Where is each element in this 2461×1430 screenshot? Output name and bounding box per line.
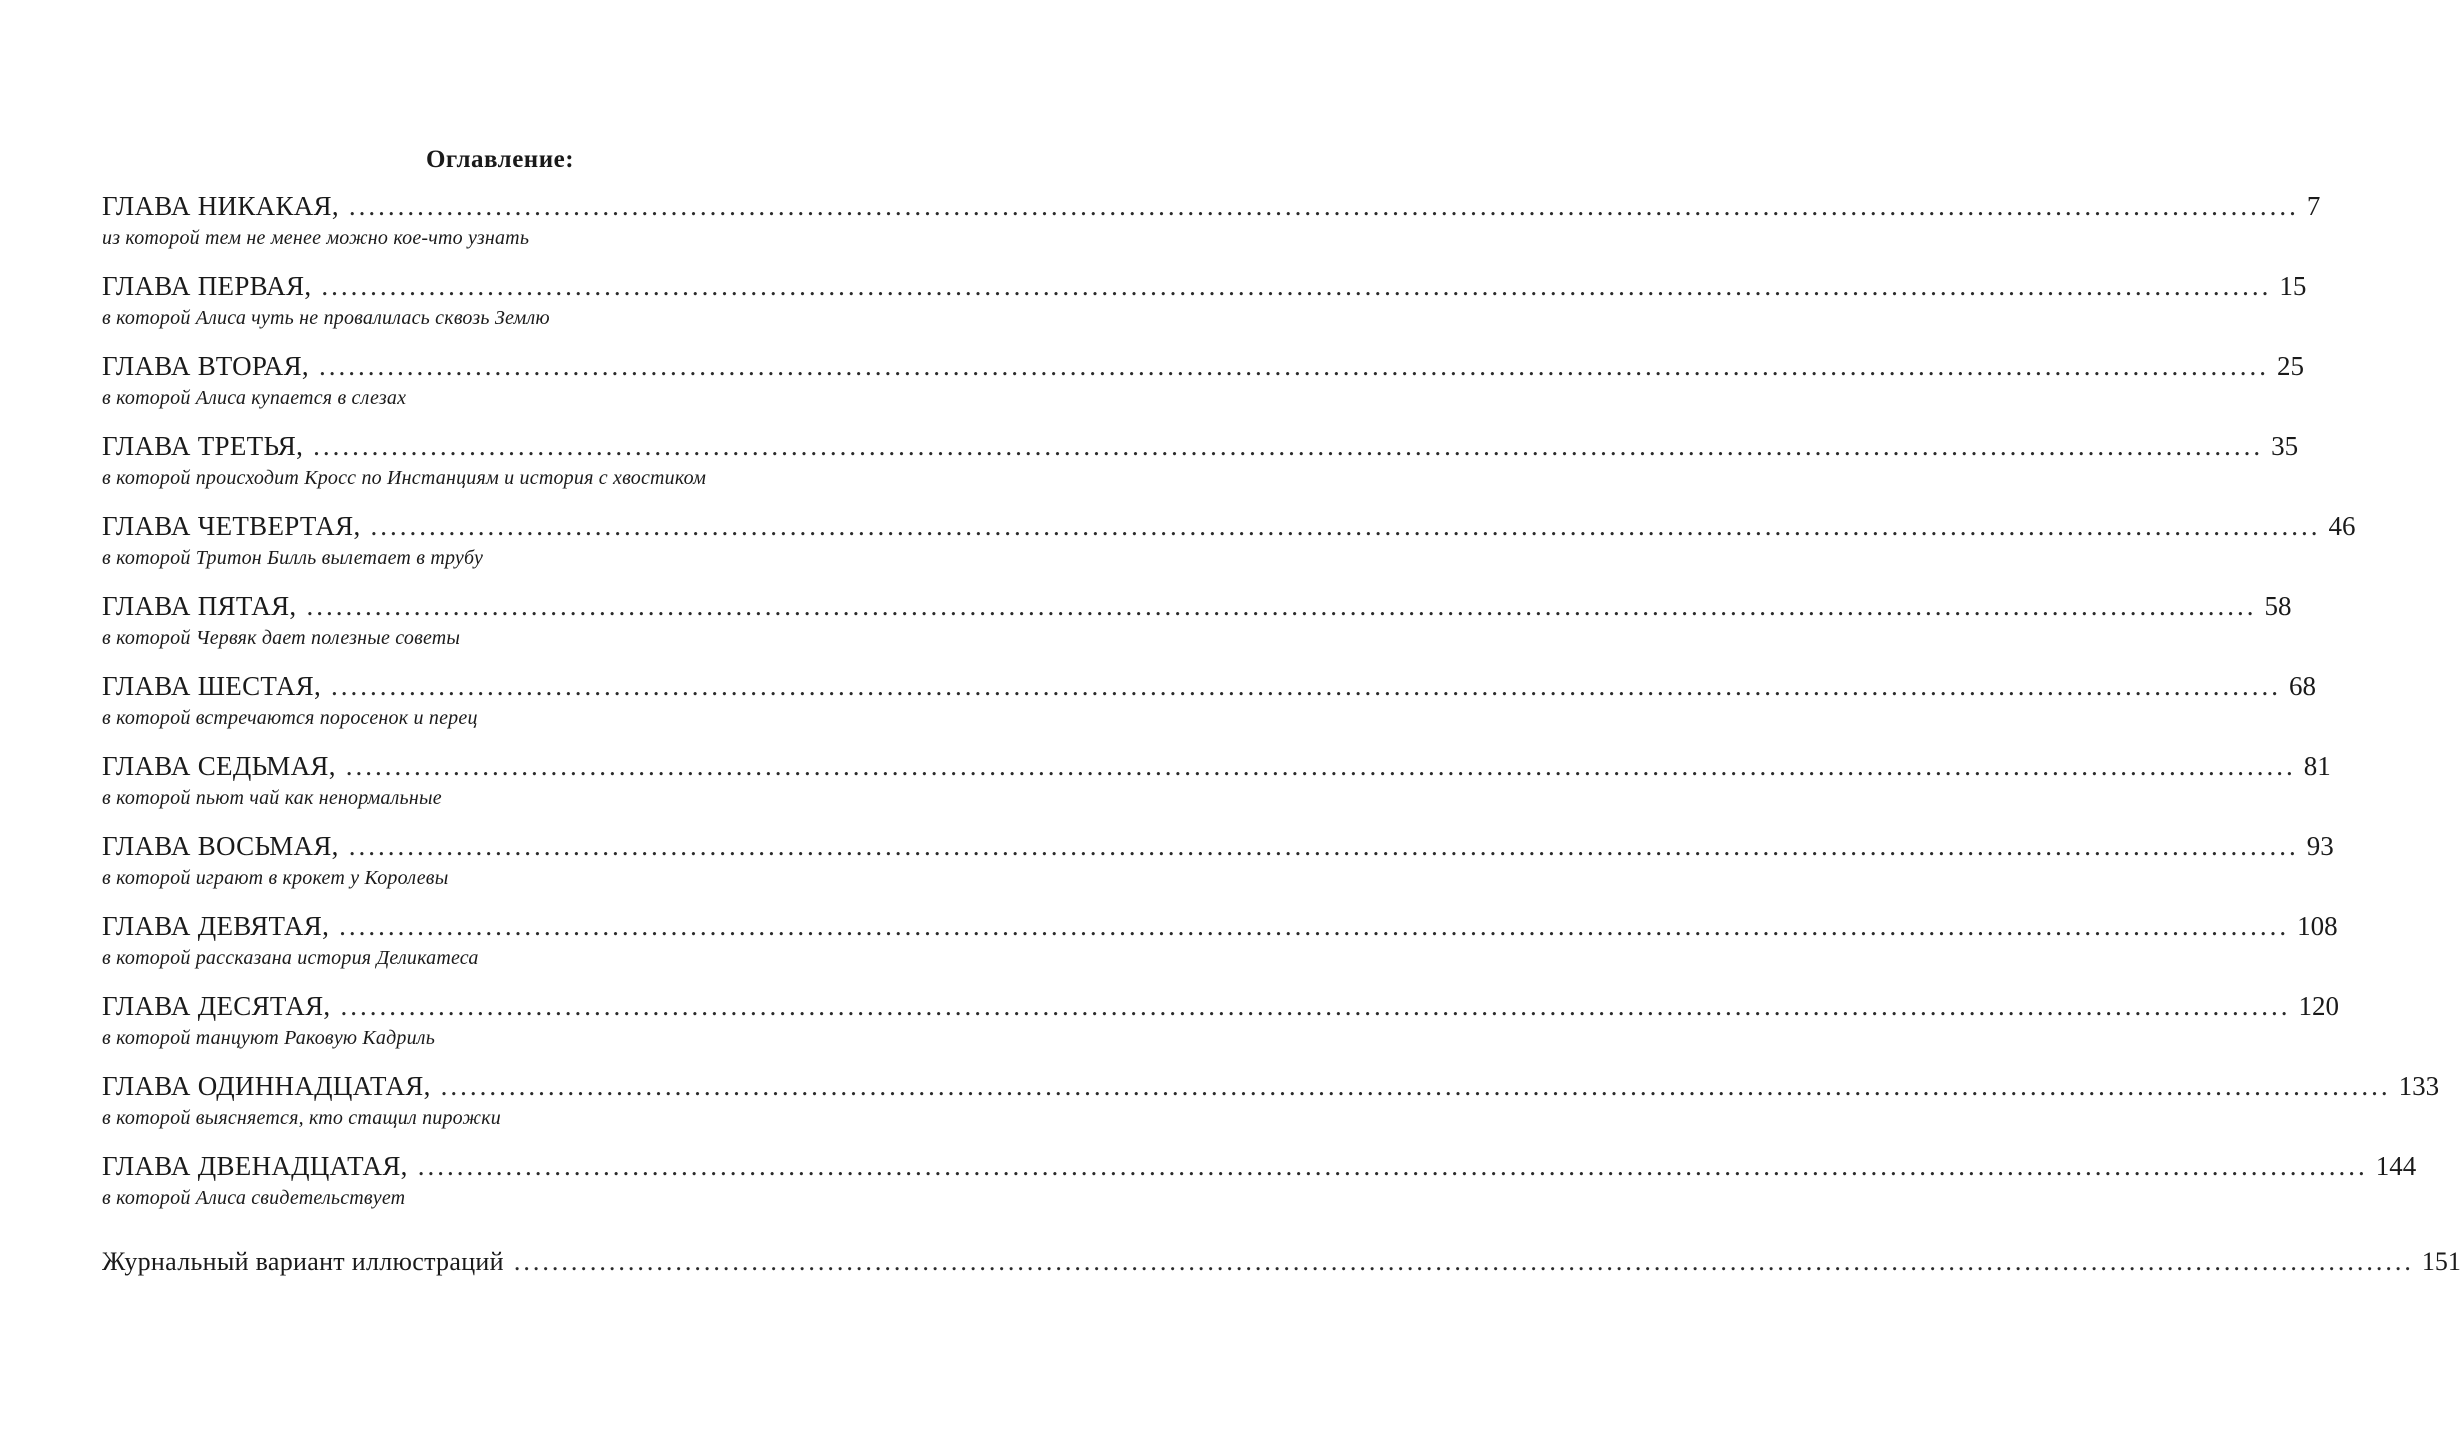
dot-leader: ........................................................................................................................................................................................................ — [340, 991, 2291, 1021]
dot-leader: ........................................................................................................................................................................................................ — [513, 1247, 2414, 1276]
chapter-title: ГЛАВА ТРЕТЬЯ, — [102, 431, 304, 461]
toc-entry[interactable] — [102, 266, 2307, 346]
page-number: 58 — [2264, 591, 2292, 621]
toc-entry[interactable] — [102, 906, 2338, 986]
page-number: 35 — [2271, 431, 2299, 461]
page-number: 15 — [2279, 271, 2307, 301]
toc-entry-line — [102, 746, 2331, 786]
dot-leader: ........................................................................................................................................................................................................ — [370, 511, 2321, 541]
chapter-title: ГЛАВА ДЕСЯТАЯ, — [102, 991, 331, 1021]
toc-entry[interactable] — [102, 426, 2299, 506]
chapter-title: ГЛАВА ПЕРВАЯ, — [102, 271, 312, 301]
toc-entry[interactable] — [102, 1146, 2417, 1226]
toc-entry-line — [102, 906, 2338, 946]
page-number: 108 — [2297, 911, 2338, 941]
page-number: 46 — [2328, 511, 2356, 541]
toc-entry-illustrations[interactable] — [102, 1242, 2461, 1282]
toc-entry[interactable] — [102, 506, 2356, 586]
chapter-subtitle: в которой пьют чай как ненормальные — [102, 787, 442, 809]
toc-list — [102, 186, 2440, 1226]
toc-entry[interactable] — [102, 1066, 2440, 1146]
chapter-title: ГЛАВА СЕДЬМАЯ, — [102, 751, 336, 781]
toc-entry-line — [102, 586, 2292, 626]
page-number: 25 — [2276, 351, 2304, 381]
dot-leader: ........................................................................................................................................................................................................ — [348, 831, 2299, 861]
chapter-subtitle: в которой танцуют Раковую Кадриль — [102, 1027, 436, 1049]
page-number: 93 — [2306, 831, 2334, 861]
chapter-title: ГЛАВА НИКАКАЯ, — [102, 191, 339, 221]
dot-leader: ........................................................................................................................................................................................................ — [321, 271, 2272, 301]
chapter-subtitle: в которой играют в крокет у Королевы — [102, 867, 449, 889]
toc-entry-line — [102, 1242, 2461, 1282]
page-number: 120 — [2298, 991, 2339, 1021]
toc-entry[interactable] — [102, 186, 2321, 266]
toc-entry-line — [102, 426, 2299, 466]
toc-entry[interactable] — [102, 986, 2339, 1066]
toc-entry-line — [102, 1146, 2417, 1186]
chapter-title: ГЛАВА ЧЕТВЕРТАЯ, — [102, 511, 361, 541]
toc-entry[interactable] — [102, 586, 2292, 666]
toc-entry[interactable] — [102, 666, 2316, 746]
toc-entry-line — [102, 346, 2304, 386]
page-number: 151 — [2421, 1247, 2461, 1276]
toc-entry-line — [102, 666, 2316, 706]
toc-entry-line — [102, 826, 2334, 866]
toc-heading: Оглавление: — [425, 146, 575, 173]
dot-leader: ........................................................................................................................................................................................................ — [313, 431, 2264, 461]
chapter-title: ГЛАВА ДВЕНАДЦАТАЯ, — [102, 1151, 408, 1181]
chapter-subtitle: в которой Червяк дает полезные советы — [102, 627, 461, 649]
dot-leader: ........................................................................................................................................................................................................ — [339, 911, 2290, 941]
chapter-subtitle: в которой происходит Кросс по Инстанциям и история с хвостиком — [102, 467, 707, 489]
chapter-subtitle: в которой Алиса чуть не провалилась сквозь Землю — [102, 307, 550, 329]
chapter-title: ГЛАВА ПЯТАЯ, — [102, 591, 297, 621]
chapter-title: ГЛАВА ВОСЬМАЯ, — [102, 831, 339, 861]
dot-leader: ........................................................................................................................................................................................................ — [331, 671, 2281, 701]
toc-entry[interactable] — [102, 746, 2331, 826]
chapter-title: ГЛАВА ОДИННАДЦАТАЯ, — [102, 1071, 431, 1101]
dot-leader: ........................................................................................................................................................................................................ — [318, 351, 2269, 381]
chapter-subtitle: в которой Тритон Билль вылетает в трубу — [102, 547, 484, 569]
page-number: 81 — [2303, 751, 2331, 781]
section-title: Журнальный вариант иллюстраций — [102, 1247, 504, 1276]
chapter-subtitle: из которой тем не менее можно кое-что узнать — [102, 227, 530, 249]
page-number: 133 — [2398, 1071, 2440, 1101]
chapter-subtitle: в которой выясняется, кто стащил пирожки — [102, 1107, 501, 1129]
chapter-subtitle: в которой встречаются поросенок и перец — [102, 707, 478, 729]
toc-entry-line — [102, 266, 2307, 306]
page-number: 68 — [2289, 671, 2316, 701]
chapter-subtitle: в которой рассказана история Деликатеса — [102, 947, 479, 969]
toc-entry-line — [102, 986, 2339, 1026]
dot-leader: ........................................................................................................................................................................................................ — [440, 1071, 2391, 1101]
chapter-subtitle: в которой Алиса свидетельствует — [102, 1187, 406, 1209]
page-number: 7 — [2306, 191, 2321, 221]
chapter-title: ГЛАВА ШЕСТАЯ, — [102, 671, 321, 701]
toc-entry-line — [102, 506, 2356, 546]
toc-entry-line — [102, 1066, 2440, 1106]
chapter-subtitle: в которой Алиса купается в слезах — [102, 387, 407, 409]
dot-leader: ........................................................................................................................................................................................................ — [348, 191, 2299, 221]
page-number: 144 — [2375, 1151, 2417, 1181]
toc-entry-line — [102, 186, 2321, 226]
dot-leader: ........................................................................................................................................................................................................ — [306, 591, 2257, 621]
toc-entry[interactable] — [102, 826, 2334, 906]
chapter-title: ГЛАВА ВТОРАЯ, — [102, 351, 309, 381]
dot-leader: ........................................................................................................................................................................................................ — [417, 1151, 2368, 1181]
toc-entry[interactable] — [102, 346, 2304, 426]
chapter-title: ГЛАВА ДЕВЯТАЯ, — [102, 911, 330, 941]
dot-leader: ........................................................................................................................................................................................................ — [345, 751, 2296, 781]
